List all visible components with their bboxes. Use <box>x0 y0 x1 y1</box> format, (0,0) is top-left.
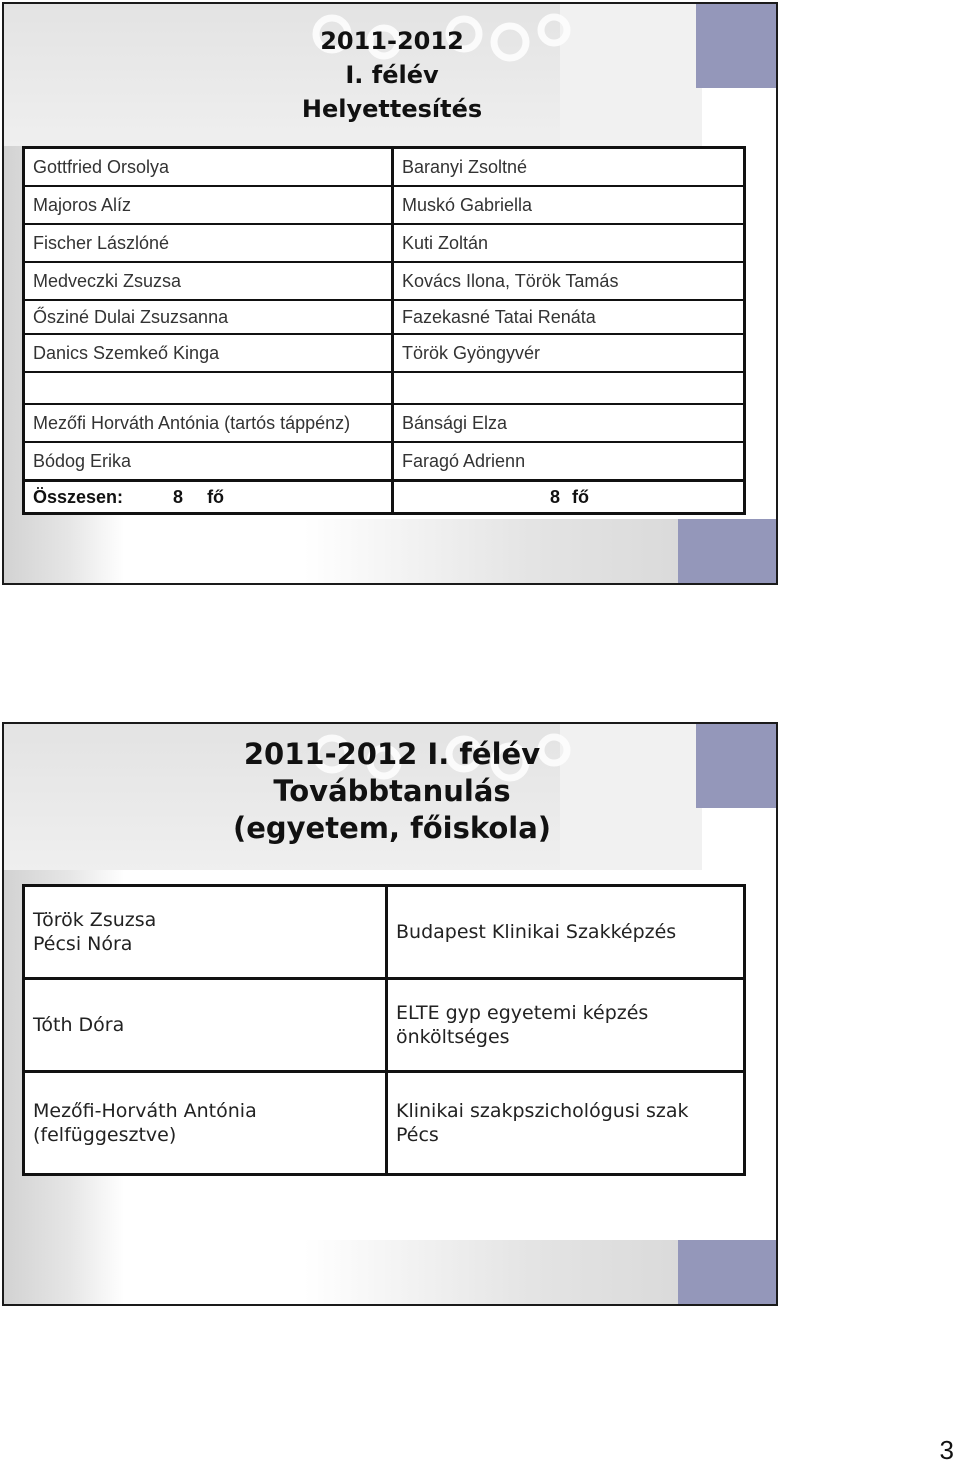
table-row <box>24 148 745 187</box>
table-row <box>24 1072 745 1175</box>
title-year-semester: 2011-2012 I. félév <box>243 737 541 771</box>
student-name: Mezőfi-Horváth Antónia <box>33 1100 257 1122</box>
total-right <box>393 481 745 514</box>
substitute-name: Faragó Adrienn <box>393 442 745 481</box>
slide-title <box>4 24 778 126</box>
table-row <box>24 886 745 979</box>
student-cell <box>24 979 387 1072</box>
title-topic: Helyettesítés <box>301 95 483 123</box>
table-row <box>24 262 745 300</box>
program-detail: Pécs <box>396 1124 439 1146</box>
page-number: 3 <box>939 1435 954 1465</box>
absent-name <box>24 372 393 404</box>
table-row <box>24 404 745 442</box>
table-row <box>24 979 745 1072</box>
absent-name: Medveczki Zsuzsa <box>24 262 393 300</box>
table-row <box>24 442 745 481</box>
program-detail: önköltséges <box>396 1026 510 1048</box>
program-cell <box>387 886 745 979</box>
total-left <box>24 481 393 514</box>
absent-name: Ősziné Dulai Zsuzsanna <box>24 300 393 334</box>
total-label: Összesen: <box>33 486 124 507</box>
further-studies-table <box>22 884 746 1176</box>
title-subtopic: (egyetem, főiskola) <box>232 811 552 845</box>
substitute-name: Kovács Ilona, Török Tamás <box>393 262 745 300</box>
absent-name: Majoros Alíz <box>24 186 393 224</box>
substitute-name <box>393 372 745 404</box>
slide-substitution <box>2 2 778 585</box>
table-row <box>24 224 745 262</box>
accent-box-bottom <box>678 519 776 583</box>
substitute-name: Fazekasné Tatai Renáta <box>393 300 745 334</box>
table-total-row <box>24 481 745 514</box>
title-topic: Továbbtanulás <box>273 774 511 808</box>
program-cell <box>387 1072 745 1175</box>
total-right-unit: fő <box>572 486 590 507</box>
background-bottom-band <box>304 519 682 583</box>
program-cell <box>387 979 745 1072</box>
substitute-name: Török Gyöngyvér <box>393 334 745 372</box>
absent-name: Bódog Erika <box>24 442 393 481</box>
absent-name: Mezőfi Horváth Antónia (tartós táppénz) <box>24 404 393 442</box>
total-left-count: 8 <box>173 486 184 507</box>
total-left-unit: fő <box>207 486 225 507</box>
substitute-name: Muskó Gabriella <box>393 186 745 224</box>
substitute-name: Bánsági Elza <box>393 404 745 442</box>
student-cell <box>24 886 387 979</box>
student-cell <box>24 1072 387 1175</box>
slide-further-studies <box>2 722 778 1306</box>
total-right-count: 8 <box>550 486 561 507</box>
title-semester: I. félév <box>345 61 439 89</box>
student-name: Pécsi Nóra <box>33 933 133 955</box>
student-status: (felfüggesztve) <box>33 1124 177 1146</box>
table-row <box>24 334 745 372</box>
table-row-empty <box>24 372 745 404</box>
student-name: Török Zsuzsa <box>33 909 157 931</box>
substitution-table <box>22 146 746 515</box>
background-bottom-band <box>304 1240 682 1304</box>
table-row <box>24 300 745 334</box>
program-name: ELTE gyp egyetemi képzés <box>396 1002 649 1024</box>
accent-box-bottom <box>678 1240 776 1304</box>
absent-name: Danics Szemkeő Kinga <box>24 334 393 372</box>
table-row <box>24 186 745 224</box>
title-year: 2011-2012 <box>320 27 464 55</box>
substitute-name: Baranyi Zsoltné <box>393 148 745 187</box>
program-name: Klinikai szakpszichológusi szak <box>396 1100 689 1122</box>
program-name: Budapest Klinikai Szakképzés <box>396 921 677 943</box>
slide-title <box>4 736 778 847</box>
substitute-name: Kuti Zoltán <box>393 224 745 262</box>
absent-name: Gottfried Orsolya <box>24 148 393 187</box>
absent-name: Fischer Lászlóné <box>24 224 393 262</box>
student-name: Tóth Dóra <box>33 1014 125 1036</box>
